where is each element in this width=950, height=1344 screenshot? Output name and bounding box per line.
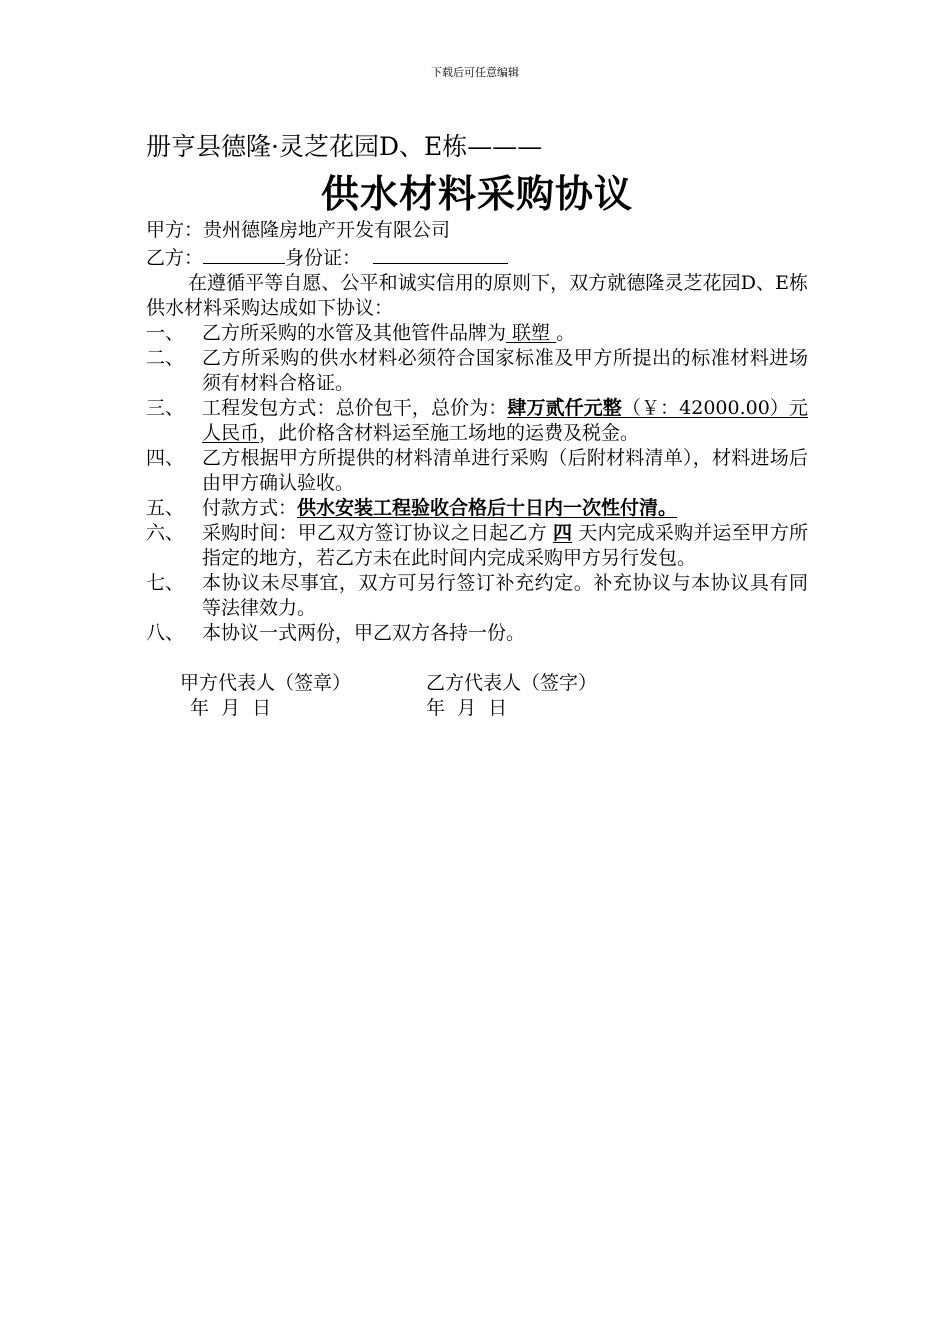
date-row bbox=[146, 696, 808, 721]
clause-text: 付款方式： bbox=[202, 497, 298, 519]
clause-7 bbox=[146, 571, 808, 621]
clause-number: 三、 bbox=[146, 397, 185, 419]
header-note: 下载后可任意编辑 bbox=[431, 66, 519, 79]
clause-number: 二、 bbox=[146, 347, 185, 369]
party-b-date: 年 月 日 bbox=[426, 697, 508, 719]
clause-text: 采购时间：甲乙双方签订协议之日起乙方 bbox=[202, 522, 553, 544]
clause-5 bbox=[146, 496, 808, 521]
document-title: 供水材料采购协议 bbox=[320, 171, 633, 216]
clause-number: 五、 bbox=[146, 497, 185, 519]
brand-value: 联塑 bbox=[506, 322, 557, 344]
clause-1 bbox=[146, 321, 808, 346]
intro-paragraph: 在遵循平等自愿、公平和诚实信用的原则下，双方就德隆灵芝花园D、E栋供水材料采购达成如下协议： bbox=[146, 272, 808, 319]
clause-3 bbox=[146, 396, 808, 446]
signature-row bbox=[146, 671, 808, 696]
contract-document bbox=[146, 130, 808, 721]
document-subtitle: 册亨县德隆·灵芝花园D、E栋——— bbox=[146, 132, 543, 161]
total-price-words: 肆万贰仟元整 bbox=[507, 397, 622, 419]
clause-2 bbox=[146, 346, 808, 396]
party-a-signature-label: 甲方代表人（签章） bbox=[180, 672, 352, 694]
id-blank bbox=[373, 243, 508, 264]
days-value: 四 bbox=[552, 522, 573, 544]
party-b-label: 乙方： bbox=[146, 247, 204, 269]
clause-text: 本协议未尽事宜，双方可另行签订补充约定。补充协议与本协议具有同等法律效力。 bbox=[202, 572, 808, 619]
clause-text: 乙方所采购的水管及其他管件品牌为 bbox=[202, 322, 507, 344]
clause-number: 四、 bbox=[146, 447, 185, 469]
clause-text: 乙方所采购的供水材料必须符合国家标准及甲方所提出的标准材料进场须有材料合格证。 bbox=[202, 347, 808, 394]
clause-text: ，此价格含材料运至施工场地的运费及税金。 bbox=[259, 422, 640, 444]
party-a-date: 年 月 日 bbox=[190, 697, 272, 719]
clause-text: 乙方根据甲方所提供的材料清单进行采购（后附材料清单），材料进场后由甲方确认验收。 bbox=[202, 447, 808, 494]
party-a-line: 甲方：贵州德隆房地产开发有限公司 bbox=[146, 219, 451, 241]
clause-6 bbox=[146, 521, 808, 571]
clause-4 bbox=[146, 446, 808, 496]
party-b-line bbox=[146, 243, 808, 271]
id-label: 身份证： bbox=[285, 247, 362, 269]
clause-number: 七、 bbox=[146, 572, 185, 594]
clause-text: 。 bbox=[556, 322, 576, 344]
payment-terms: 供水安装工程验收合格后十日内一次性付清。 bbox=[297, 497, 678, 519]
clause-text: 工程发包方式：总价包干，总价为： bbox=[202, 397, 508, 419]
clause-text: 本协议一式两份，甲乙双方各持一份。 bbox=[202, 622, 526, 644]
clause-number: 六、 bbox=[146, 522, 185, 544]
clause-text: 天内完成采购并运至甲方所指定的地方，若乙方未在此时间内完成采购甲方另行发包。 bbox=[202, 522, 808, 569]
clause-8 bbox=[146, 621, 808, 646]
party-b-signature-label: 乙方代表人（签字） bbox=[426, 672, 598, 694]
party-b-blank bbox=[203, 243, 285, 264]
total-price-amount: （￥：42000.00）元人民币 bbox=[202, 397, 808, 444]
clause-number: 一、 bbox=[146, 322, 185, 344]
clause-number: 八、 bbox=[146, 622, 185, 644]
